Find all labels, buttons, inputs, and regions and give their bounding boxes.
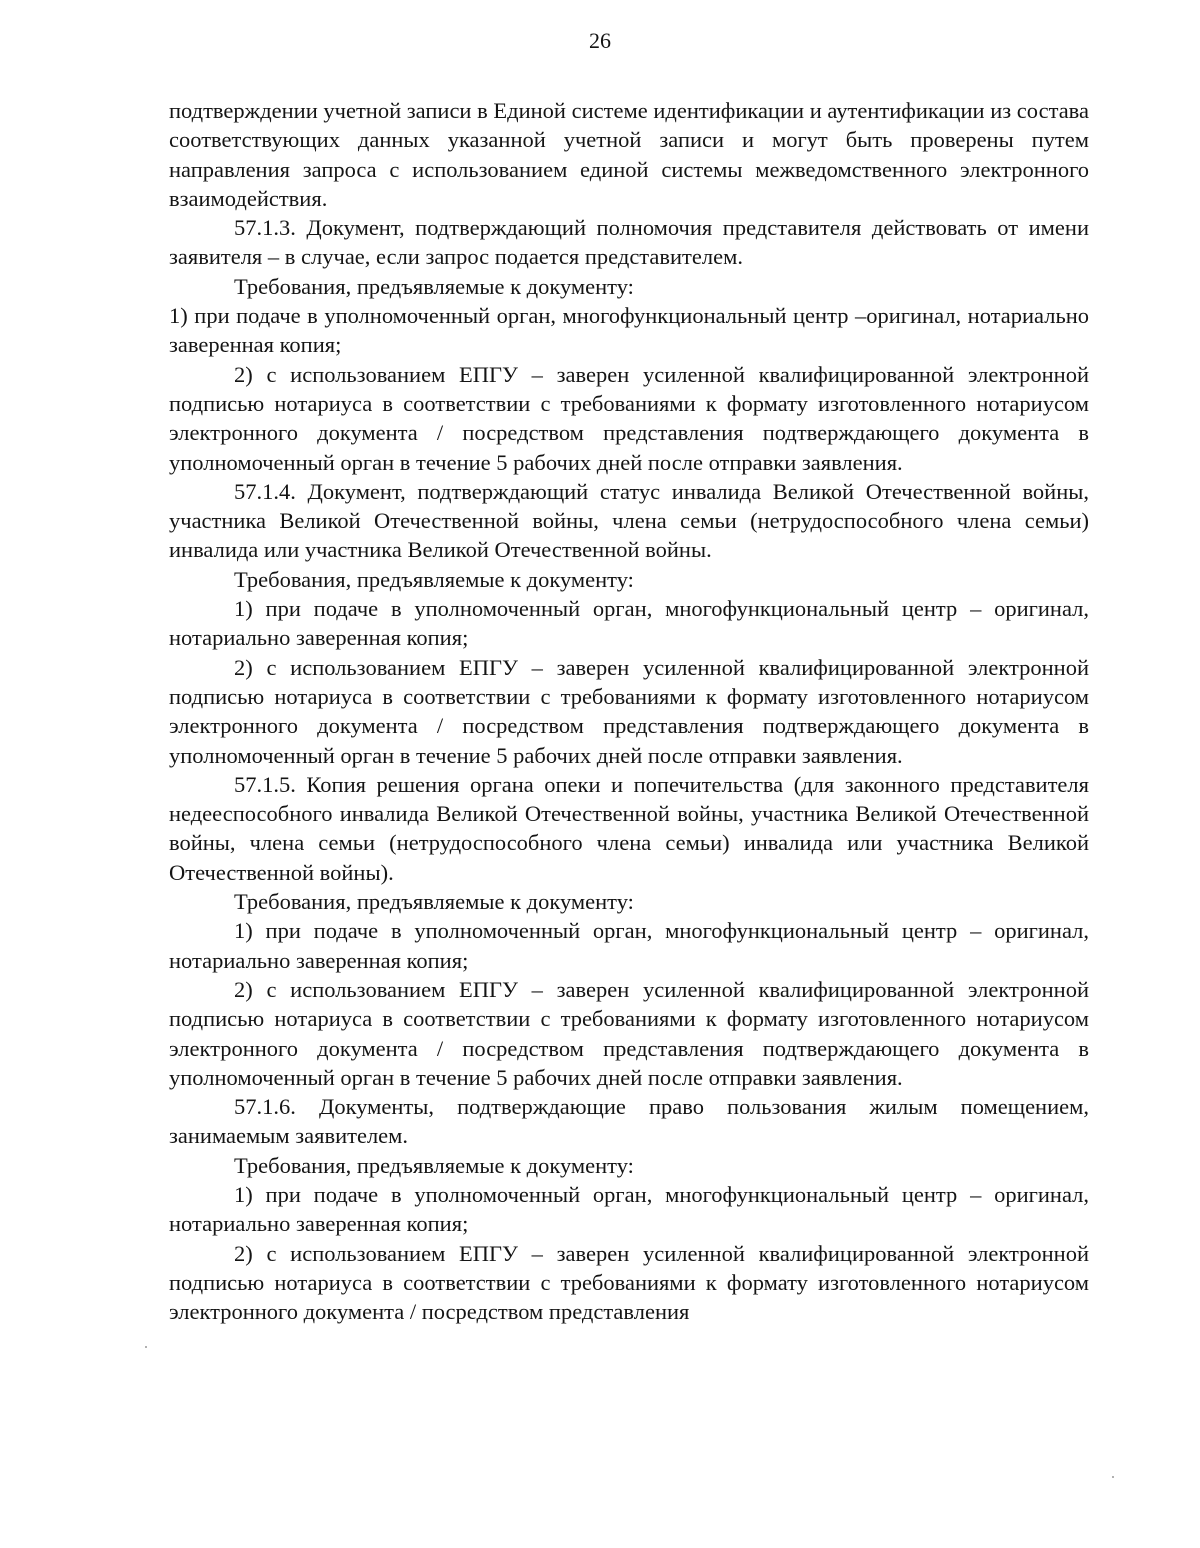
paragraph-requirements-heading: Требования, предъявляемые к документу: <box>234 1152 634 1178</box>
paragraph-requirement-2: 2) с использованием ЕПГУ – заверен усиленной квалифицированной электронной подписью нотариуса в соответствии с требованиями к формату изготовленного нотариусом электронного документа / посредством представления подтверждающего документа в уполномоченный орган в течение 5 рабочих дней после отправки заявления. <box>169 654 1089 768</box>
paragraph-requirements-heading: Требования, предъявляемые к документу: <box>234 889 634 915</box>
paragraph-requirement-2: 2) с использованием ЕПГУ – заверен усиленной квалифицированной электронной подписью нотариуса в соответствии с требованиями к формату изготовленного нотариусом электронного документа / посредством представления подтверждающего документа в уполномоченный орган в течение 5 рабочих дней после отправки заявления. <box>169 361 1089 475</box>
scan-speck <box>1112 1476 1114 1478</box>
paragraph-requirement-1: 1) при подаче в уполномоченный орган, многофункциональный центр –оригинал, нотариально заверенная копия; <box>169 303 1089 358</box>
paragraph-57-1-3: 57.1.3. Документ, подтверждающий полномочия представителя действовать от имени заявителя – в случае, если запрос подается представителем. <box>169 215 1089 270</box>
paragraph-requirements-heading: Требования, предъявляемые к документу: <box>234 566 634 592</box>
paragraph-requirements-heading: Требования, предъявляемые к документу: <box>234 273 634 299</box>
paragraph-57-1-6: 57.1.6. Документы, подтверждающие право пользования жилым помещением, занимаемым заявителем. <box>169 1094 1089 1149</box>
document-body <box>169 96 1089 1326</box>
paragraph-requirement-1: 1) при подаче в уполномоченный орган, многофункциональный центр – оригинал, нотариально заверенная копия; <box>169 596 1089 651</box>
scan-speck <box>145 1346 147 1348</box>
paragraph-requirement-2: 2) с использованием ЕПГУ – заверен усиленной квалифицированной электронной подписью нотариуса в соответствии с требованиями к формату изготовленного нотариусом электронного документа / посредством представления <box>169 1240 1089 1325</box>
paragraph-continuation: подтверждении учетной записи в Единой системе идентификации и аутентификации из состава соответствующих данных указанной учетной записи и могут быть проверены путем направления запроса с использованием единой системы межведомственного электронного взаимодействия. <box>169 98 1089 211</box>
paragraph-57-1-5: 57.1.5. Копия решения органа опеки и попечительства (для законного представителя недееспособного инвалида Великой Отечественной войны, участника Великой Отечественной войны, члена семьи (нетрудоспособного члена семьи) инвалида или участника Великой Отечественной войны). <box>169 771 1089 885</box>
page-number: 26 <box>589 28 611 53</box>
paragraph-requirement-2: 2) с использованием ЕПГУ – заверен усиленной квалифицированной электронной подписью нотариуса в соответствии с требованиями к формату изготовленного нотариусом электронного документа / посредством представления подтверждающего документа в уполномоченный орган в течение 5 рабочих дней после отправки заявления. <box>169 976 1089 1090</box>
paragraph-57-1-4: 57.1.4. Документ, подтверждающий статус инвалида Великой Отечественной войны, участника Великой Отечественной войны, члена семьи (нетрудоспособного члена семьи) инвалида или участника Великой Отечественной войны. <box>169 478 1089 563</box>
paragraph-requirement-1: 1) при подаче в уполномоченный орган, многофункциональный центр – оригинал, нотариально заверенная копия; <box>169 1181 1089 1237</box>
paragraph-requirement-1: 1) при подаче в уполномоченный орган, многофункциональный центр – оригинал, нотариально заверенная копия; <box>169 918 1089 973</box>
